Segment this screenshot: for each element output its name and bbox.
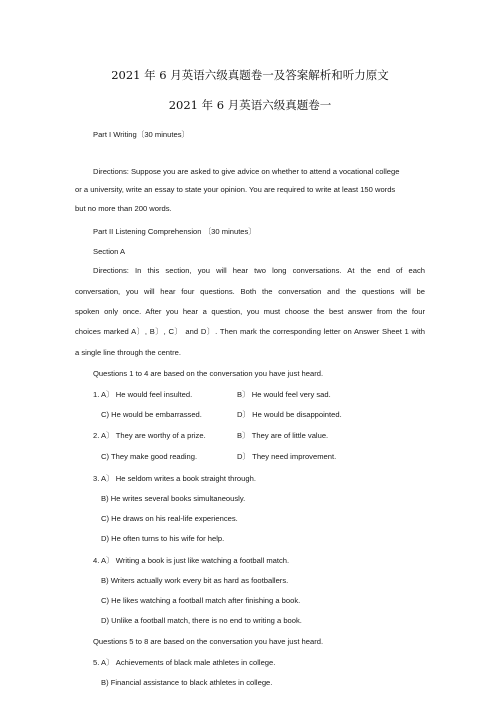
section-a-heading: Section A (93, 247, 126, 256)
q5-option-b: B) Financial assistance to black athletes in college. (101, 678, 273, 687)
q1-option-d: D〕 He would be disappointed. (237, 410, 342, 419)
q4-option-a: 4. A〕 Writing a book is just like watching a football match. (93, 556, 290, 565)
questions-5-8-intro: Questions 5 to 8 are based on the conversation you have just heard. (93, 637, 324, 646)
q1-option-b: B〕 He would feel very sad. (237, 390, 331, 399)
q4-option-c: C) He likes watching a football match after finishing a book. (101, 596, 301, 605)
part2-directions-line-4: choices marked A〕, B〕, C〕 and D〕. Then mark the corresponding letter on Answer Sheet 1 with (75, 327, 425, 336)
q4-option-b: B) Writers actually work every bit as hard as footballers. (101, 576, 289, 585)
q5-option-a: 5. A〕 Achievements of black male athletes in college. (93, 658, 276, 667)
q3-option-b: B) He writes several books simultaneously. (101, 494, 246, 503)
q2-option-c: C) They make good reading. (101, 452, 198, 461)
part2-heading: Part II Listening Comprehension 〔30 minutes〕 (93, 227, 256, 236)
part1-heading: Part I Writing〔30 minutes〕 (93, 130, 190, 139)
part2-directions-line-5: a single line through the centre. (75, 348, 181, 357)
part2-directions-line-1: Directions: In this section, you will hear two long conversations. At the end of each (93, 266, 425, 275)
q2-option-b: B〕 They are of little value. (237, 431, 329, 440)
document-subtitle: 2021 年 6 月英语六级真题卷一 (168, 98, 332, 112)
document-title: 2021 年 6 月英语六级真题卷一及答案解析和听力原文 (111, 68, 389, 82)
part2-directions-line-3: spoken only once. After you hear a question, you must choose the best answer from the four (75, 307, 425, 316)
q3-option-a: 3. A〕 He seldom writes a book straight through. (93, 474, 256, 483)
questions-1-4-intro: Questions 1 to 4 are based on the conversation you have just heard. (93, 369, 324, 378)
part2-directions-line-2: conversation, you will hear four questions. Both the conversation and the questions will be (75, 287, 425, 296)
part1-directions-line-1: Directions: Suppose you are asked to give advice on whether to attend a vocational college (93, 167, 400, 176)
q1-option-c: C) He would be embarrassed. (101, 410, 202, 419)
q1-option-a: 1. A〕 He would feel insulted. (93, 390, 193, 399)
part1-directions-line-3: but no more than 200 words. (75, 204, 172, 213)
q2-option-d: D〕 They need improvement. (237, 452, 337, 461)
q2-option-a: 2. A〕 They are worthy of a prize. (93, 431, 206, 440)
part1-directions-line-2: or a university, write an essay to state your opinion. You are required to write at least 150 words (75, 185, 396, 194)
q3-option-c: C) He draws on his real-life experiences. (101, 514, 238, 523)
q4-option-d: D) Unlike a football match, there is no end to writing a book. (101, 616, 302, 625)
q3-option-d: D) He often turns to his wife for help. (101, 534, 225, 543)
